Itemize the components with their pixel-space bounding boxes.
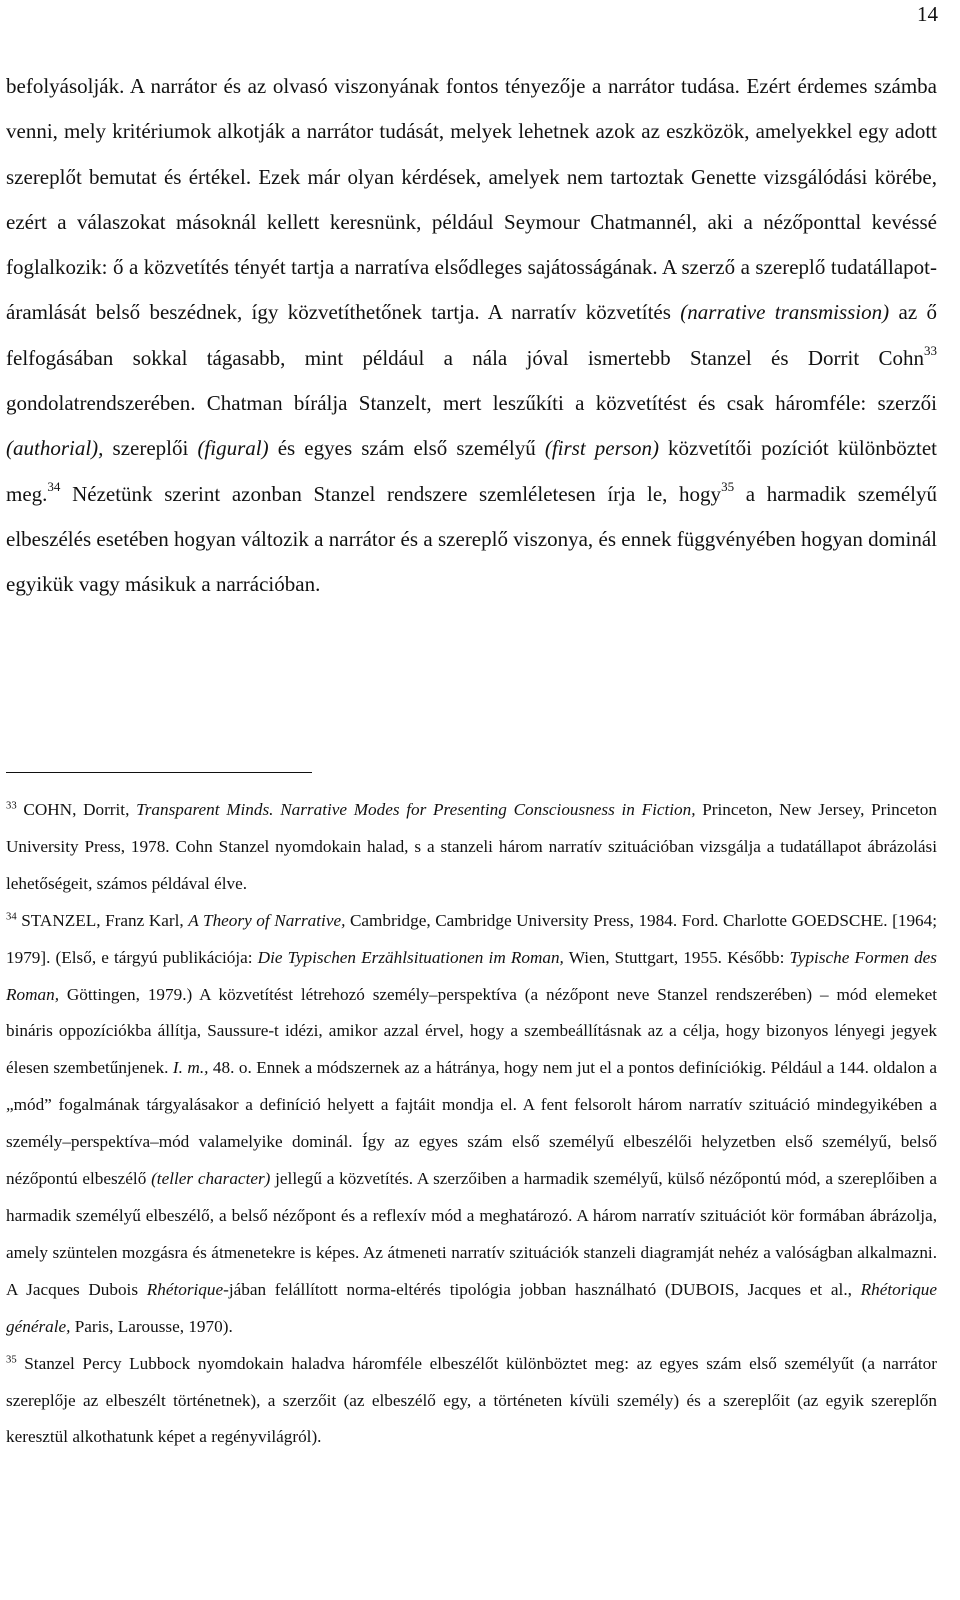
- footnote-ref-34[interactable]: 34: [47, 478, 61, 494]
- body-text: [6, 64, 937, 608]
- text-run: Nézetünk szerint azonban Stanzel rendszere szemléletesen írja le, hogy: [60, 481, 722, 506]
- footnote-number: 34: [6, 910, 17, 922]
- text-run: Princeton, New Jersey, Princeton University Press, 1978. Cohn Stanzel nyomdokain halad, s a stanzeli három narratív szituációban vizsgálja a tudatállapot ábrázolási lehetőségeit, számos példával élve.: [6, 800, 937, 893]
- italic-term: (teller character): [151, 1169, 271, 1189]
- italic-title: Typische Formen des Roman,: [6, 947, 937, 1004]
- footnote-number: 35: [6, 1353, 17, 1365]
- text-run: -jában felállított norma-eltérés tipológia jobban használható (DUBOIS, Jacques et al.,: [223, 1279, 861, 1299]
- footnote-separator: [6, 772, 312, 773]
- text-run: Göttingen, 1979.) A közvetítést létrehozó személy–perspektíva (a nézőpont neve Stanzel rendszerében) – mód elemeket bináris oppozíciókba állítja, Saussure-t idézi, amikor azzal érvel, hogy a szembeállításnak az a célja, hogy bizonyos lényegi jegyek élesen szembetűnjenek.: [6, 984, 937, 1078]
- text-run: az ő felfogásában sokkal tágasabb, mint például a nála jóval ismertebb Stanzel és Dorrit Cohn: [6, 300, 937, 370]
- text-run: Cambridge, Cambridge University Press, 1984. Ford. Charlotte GOEDSCHE. [1964; 1979]. (Első, e tárgyú publikációja:: [6, 910, 937, 967]
- text-run: közvetítői pozíciót különböztet meg.: [6, 436, 938, 506]
- text-run: COHN, Dorrit,: [16, 800, 137, 819]
- text-run: Wien, Stuttgart, 1955. Később:: [563, 947, 790, 967]
- footnotes: [6, 792, 937, 1456]
- italic-term: (first person): [544, 436, 659, 461]
- text-run: és egyes szám első személyű: [268, 436, 545, 461]
- italic-abbrev: I. m.,: [172, 1058, 209, 1078]
- italic-term: (authorial),: [6, 436, 104, 461]
- italic-title: Transparent Minds. Narrative Modes for Presenting Consciousness in Fiction,: [136, 800, 696, 819]
- text-run: 48. o. Ennek a módszernek az a hátránya, hogy nem jut el a pontos definíciókig. Például a 144. oldalon a „mód” fogalmának tárgyalásakor a definíció helyett a fajtáit mondja el. A fent felsorolt három narratív szituáció mindegyikében a személy–perspektíva–mód valamelyike dominál. Így az egyes szám első személyű elbeszélői helyzetben első személyű, belső nézőpontú elbeszélő: [6, 1058, 938, 1189]
- text-run: Paris, Larousse, 1970).: [70, 1316, 233, 1336]
- italic-title: Rhétorique: [146, 1279, 224, 1299]
- footnote-33: [6, 792, 937, 903]
- footnote-ref-35[interactable]: 35: [721, 478, 735, 494]
- text-run: szereplői: [103, 436, 198, 461]
- text-run: befolyásolják. A narrátor és az olvasó viszonyának fontos tényezője a narrátor tudása. Ezért érdemes számba venni, mely kritériumok alkotják a narrátor tudását, melyek lehetnek azok az eszközök, amelyekkel egy adott szereplőt bemutat és értékel. Ezek már olyan kérdések, amelyek nem tartoztak Genette vizsgálódási körébe, ezért a válaszokat másoknál kellett keresnünk, például Seymour Chatmannél, aki a nézőponttal kevéssé foglalkozik: ő a közvetítés tényét tartja a narratíva elsődleges sajátosságának. A szerző a szereplő tudatállapot-áramlását belső beszédnek, így közvetíthetőnek tartja. A narratív közvetítés: [6, 74, 937, 325]
- text-run: gondolatrendszerében. Chatman bírálja Stanzelt, mert leszűkíti a közvetítést és csak háromféle: szerzői: [6, 391, 937, 416]
- italic-title: A Theory of Narrative,: [188, 910, 346, 930]
- footnote-34: [6, 903, 937, 1346]
- text-run: jellegű a közvetítés. A szerzőiben a harmadik személyű, külső nézőpontú mód, a szereplőiben a harmadik személyű elbeszélő, a belső nézőpont és a reflexív mód a meghatározó. A három narratív szituációt kör formában ábrázolja, amely szüntelen mozgásra és átmenetekre is képes. Az átmeneti narratív szituációk stanzeli diagramját nehéz a valóságban alkalmazni. A Jacques Dubois: [6, 1169, 937, 1299]
- italic-term: (narrative transmission): [680, 300, 890, 325]
- footnote-number: 33: [6, 800, 17, 812]
- italic-title: Rhétorique générale,: [6, 1279, 938, 1336]
- italic-title: Die Typischen Erzählsituationen im Roman,: [257, 947, 564, 967]
- footnote-ref-33[interactable]: 33: [923, 342, 937, 358]
- text-run: Stanzel Percy Lubbock nyomdokain haladva háromféle elbeszélőt különböztet meg: az egyes szám első személyűt (a narrátor szereplője az elbeszélt történetnek), a szerzőit (az elbeszélő egy, a történeten kívüli személy) és a szereplőit (az egyik szereplőn keresztül alkothatunk képet a regényvilágról).: [6, 1353, 937, 1447]
- page-number: 14: [917, 2, 938, 26]
- italic-term: (figural): [197, 436, 269, 461]
- text-run: a harmadik személyű elbeszélés esetében hogyan változik a narrátor és a szereplő viszonya, és ennek függvényében hogyan dominál egyikük vagy másikuk a narrációban.: [6, 481, 937, 597]
- body-paragraph: [6, 64, 937, 608]
- text-run: STANZEL, Franz Karl,: [16, 910, 189, 930]
- footnote-35: [6, 1346, 937, 1457]
